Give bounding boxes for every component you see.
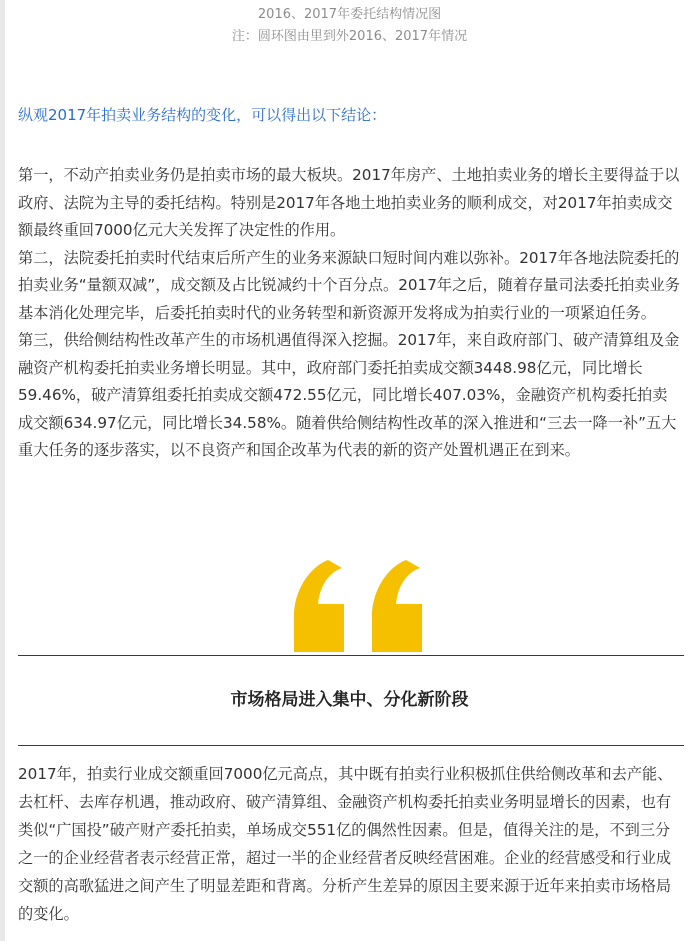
conclusion-intro: 纵观2017年拍卖业务结构的变化，可以得出以下结论：: [18, 106, 387, 124]
section-divider-bottom: [18, 745, 684, 746]
quote-icon: [290, 560, 430, 652]
conclusion-paragraph-1: 第一，不动产拍卖业务仍是拍卖市场的最大板块。2017年房产、土地拍卖业务的增长主要得益于以政府、法院为主导的委托结构。特别是2017年各地土地拍卖业务的顺利成交，对2017年拍卖成交额最终重回7000亿元大关发挥了决定性的作用。: [18, 166, 680, 239]
conclusions-block: [18, 162, 680, 465]
left-border: [0, 0, 5, 941]
conclusion-paragraph-2: 第二，法院委托拍卖时代结束后所产生的业务来源缺口短时间内难以弥补。2017年各地法院委托的拍卖业务“量额双减”，成交额及占比锐减约十个百分点。2017年之后，随着存量司法委托拍卖业务基本消化处理完毕，后委托拍卖时代的业务转型和新资源开发将成为拍卖行业的一项紧迫任务。: [18, 248, 680, 322]
conclusion-paragraph-3: 第三，供给侧结构性改革产生的市场机遇值得深入挖掘。2017年，来自政府部门、破产清算组及金融资产机构委托拍卖业务增长明显。其中，政府部门委托拍卖成交额3448.98亿元，同比增长59.46%，破产清算组委托拍卖成交额472.55亿元，同比增长407.03%，金融资产机构委托拍卖成交额634.97亿元，同比增长34.58%。随着供给侧结构性改革的深入推进和“三去一降一补”五大重大任务的逐步落实，以不良资产和国企改革为代表的新的资产处置机遇正在到来。: [18, 331, 680, 459]
section-title: 市场格局进入集中、分化新阶段: [230, 690, 469, 710]
section-divider-top: [18, 655, 684, 656]
figure-caption-note: 注：圆环图由里到外2016、2017年情况: [231, 29, 468, 44]
section-paragraph: 2017年，拍卖行业成交额重回7000亿元高点，其中既有拍卖行业积极抓住供给侧改革和去产能、去杠杆、去库存机遇，推动政府、破产清算组、金融资产机构委托拍卖业务明显增长的因素，也有类似“广国投”破产财产委托拍卖，单场成交551亿的偶然性因素。但是，值得关注的是，不到三分之一的企业经营者表示经营正常，超过一半的企业经营者反映经营困难。企业的经营感受和行业成交额的高歌猛进之间产生了明显差距和背离。分析产生差异的原因主要来源于近年来拍卖市场格局的变化。: [18, 765, 673, 923]
figure-caption-title: 2016、2017年委托结构情况图: [257, 7, 442, 22]
